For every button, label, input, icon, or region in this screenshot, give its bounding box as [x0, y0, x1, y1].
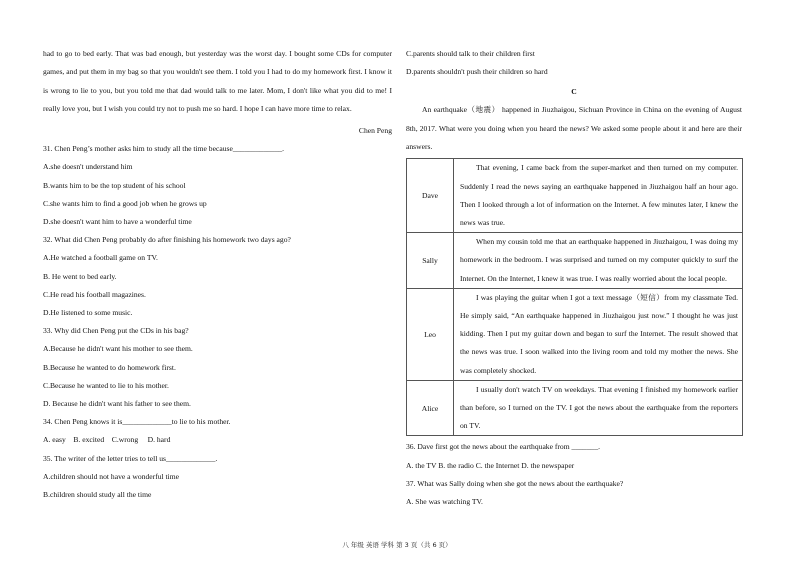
question-line: 33. Why did Chen Peng put the CDs in his bag?: [43, 326, 189, 336]
option-line: A.Because he didn't want his mother to see them.: [43, 344, 193, 354]
person-name: Leo: [407, 288, 454, 380]
option-line: B.children should study all the time: [43, 490, 152, 500]
question-line: 36. Dave first got the news about the earthquake from _______.: [406, 442, 601, 452]
person-name: Sally: [407, 233, 454, 289]
table-row: [407, 159, 743, 233]
option-line: A. easy B. excited C.wrong D. hard: [43, 435, 171, 445]
letter-text: had to go to bed early. That was bad enough, but yesterday was the worst day. I bought some CDs for computer games, and put them in my bag so that you wouldn't see them. I told you I had to do my homework first. I know it is wrong to lie to you, but you told me that dad would talk to me later. Mom, I don't like what you did to me! I really love you, but I wish you could try not to push me so hard. I hope I can have more time to relax.: [43, 49, 392, 113]
question-line: 34. Chen Peng knows it is_____________to lie to his mother.: [43, 417, 231, 427]
right-questions: [406, 438, 742, 511]
person-name: Dave: [407, 159, 454, 233]
question-line: 35. The writer of the letter tries to tell us_____________.: [43, 453, 218, 463]
option-line: B.Because he wanted to do homework first.: [43, 362, 176, 372]
option-line: A.children should not have a wonderful time: [43, 471, 180, 481]
option-line: D. Because he didn't want his father to see them.: [43, 399, 191, 409]
person-answer: I was playing the guitar when I got a text message（短信）from my classmate Ted. He simply said, “An earthquake happened in Jiuzhaigou just now.” I thought he was just kidding. Then I put my guitar down and began to surf the Internet. The result showed that the news was true. I soon walked into the living room and told my mother the news. She was completely shocked.: [460, 292, 738, 375]
left-questions: [43, 140, 392, 504]
section-label: C: [571, 87, 577, 97]
person-answer: I usually don't watch TV on weekdays. That evening I finished my homework earlier than before, so I turned on the TV. I got the news about the earthquake from the reporters on TV.: [460, 384, 738, 431]
option-line: C.she wants him to find a good job when he grows up: [43, 198, 207, 208]
option-line: D.parents shouldn't push their children so hard: [406, 67, 548, 77]
page-footer: 八 年级 英语 学科 第 3 页（共 6 页）: [342, 541, 452, 549]
question-line: 32. What did Chen Peng probably do after finishing his homework two days ago?: [43, 235, 291, 245]
option-line: D.she doesn't want him to have a wonderful time: [43, 217, 192, 226]
option-line: C.He read his football magazines.: [43, 289, 146, 299]
option-line: D.He listened to some music.: [43, 308, 133, 318]
option-line: A.He watched a football game on TV.: [43, 253, 158, 263]
option-line: B.wants him to be the top student of his school: [43, 180, 186, 190]
option-line: C.parents should talk to their children first: [406, 49, 535, 58]
question-line: 37. What was Sally doing when she got the news about the earthquake?: [406, 478, 624, 488]
option-line: A. the TV B. the radio C. the Internet D. the newspaper: [406, 460, 575, 470]
table-row: [407, 288, 743, 380]
option-line: A. She was watching TV.: [406, 496, 483, 506]
answers-table: [406, 158, 743, 436]
person-answer: That evening, I came back from the super-market and then turned on my computer. Suddenly I read the news saying an earthquake happened in Jiuzhaigou half an hour ago. Then I looked through a lot of information on the Internet. A few minutes later, I knew the news was true.: [460, 163, 738, 227]
left-column: [43, 45, 392, 504]
option-line: A.she doesn't understand him: [43, 162, 133, 172]
question-line: 31. Chen Peng’s mother asks him to study all the time because_____________.: [43, 144, 285, 154]
person-name: Alice: [407, 380, 454, 436]
table-row: [407, 233, 743, 289]
option-line: C.Because he wanted to lie to his mother.: [43, 380, 169, 390]
person-answer: When my cousin told me that an earthquake happened in Jiuzhaigou, I was doing my homework in the bedroom. I was surprised and turned on my computer quickly to surf the Internet. On the Internet, I knew it was true. I was really worried about the local people.: [460, 237, 738, 283]
option-line: B. He went to bed early.: [43, 271, 117, 281]
passage-intro: An earthquake（地震） happened in Jiuzhaigou, Sichuan Province in China on the evening of August 8th, 2017. What were you doing when you heard the news? We asked some people about it and here are their answers.: [406, 105, 742, 151]
letter-signature: Chen Peng: [358, 126, 392, 136]
right-column: [406, 45, 742, 511]
table-row: [407, 380, 743, 436]
